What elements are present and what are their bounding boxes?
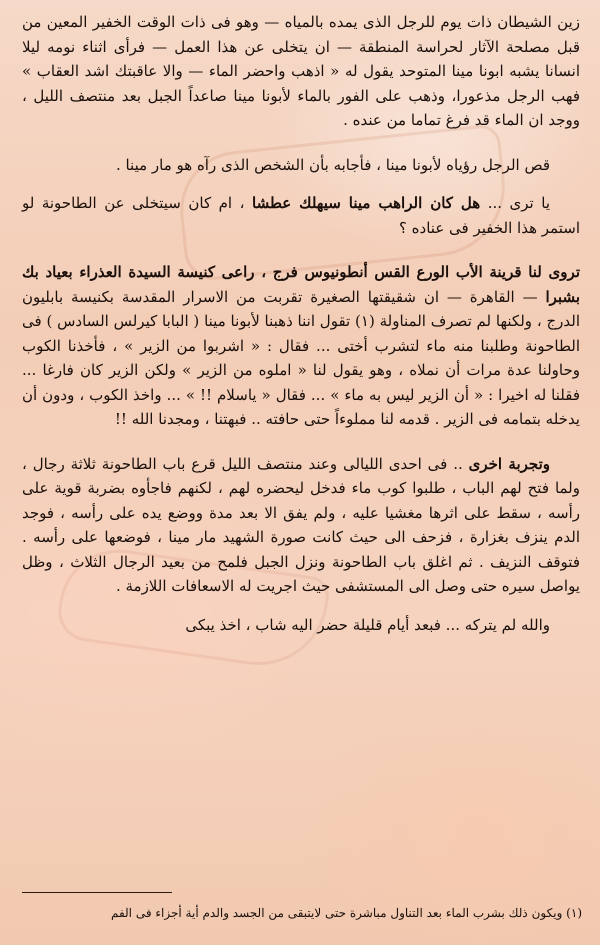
paragraph-question (22, 191, 580, 240)
paragraph-water-jar-miracle (22, 260, 580, 432)
miracle-bold-intro: تروى لنا قرينة الأب الورع القس أنطونيوس فرج ، راعى كنيسة السيدة العذراء بعياد بك بشبرا (22, 263, 580, 306)
question-tail-text: ، ام كان سيتخلى عن الطاحونة لو استمر هذا الخفير فى عناده ؟ (22, 194, 580, 237)
question-lead-text: يا ترى ... (480, 194, 550, 212)
miracle-body-text: — القاهرة — ان شقيقتها الصغيرة تقربت من الاسرار المقدسة بكنيسة بابليون الدرج ، ولكنها لم تصرف المناولة (١) تقول اننا ذهبنا لأبونا مينا ( البابا كيرلس السادس ) فى الطاحونة وطلبنا منه ماء لتشرب أختى ... فقال : « اشربوا من الزير » ، فأخذنا الكوب وحاولنا عدة مرات أن نملاه ، وهو يقول لنا « املوه من الزير » ولكن الزير كان فارغا ... فقلنا له اخيرا : « أن الزير ليس به ماء » ... فقال « ياسلام !! » ... واخذ الكوب ، ودون أن يدخله بتمامه فى الزير . قدمه لنا مملوءاً حتى حافته .. فبهتنا ، ومجدنا الله !! (22, 287, 580, 428)
experience-body-text: .. فى احدى الليالى وعند منتصف الليل قرع باب الطاحونة ثلاثة رجال ، ولما فتح لهم الباب ، طلبوا كوب ماء فدخل ليحضره لهم ، لكنهم فاجأوه بضربة قوية على رأسه ، سقط على اثرها مغشيا عليه ، ولم يفق الا بعد مدة ووضع يده على رأسه ، فوجد الدم ينزف بغزارة ، فزحف الى حيث كانت صورة الشهيد مار مينا ، فوضعها على رأسه . فتوقف النزيف . ثم اغلق باب الطاحونة ونزل الجبل فلمح من بعيد الرجال الثلاث ، وظل يواصل سيره حتى وصل الى المستشفى حيث اجريت له الاسعافات اللازمة . (22, 454, 580, 595)
question-bold-text: هل كان الراهب مينا سيهلك عطشا (252, 194, 481, 212)
paragraph-another-experience (22, 452, 580, 599)
footnote-text: (١) ويكون ذلك بشرب الماء بعد التناول مباشرة حتى لايتبقى من الجسد والدم أية أجزاء فى الفم (110, 906, 582, 920)
paragraph-closing-line: والله لم يتركه ... فبعد أيام قليلة حضر اليه شاب ، اخذ يبكى (185, 615, 550, 634)
footnote-divider (22, 892, 172, 893)
paragraph-dream-told: قص الرجل رؤياه لأبونا مينا ، فأجابه بأن الشخص الذى رآه هو مار مينا . (115, 155, 550, 174)
paragraph-shaytan-water: زين الشيطان ذات يوم للرجل الذى يمده بالمياه — وهو فى ذات الوقت الخفير المعين من قبل مصلحة الآثار لحراسة المنطقة — ان يتخلى عن هذا العمل — فرأى اثناء نومه ليلا انسانا يشبه ابونا مينا المتوحد يقول له « اذهب واحضر الماء — والا عاقبتك اشد العقاب » فهب الرجل مذعورا، وذهب على الفور بالماء لأبونا مينا صاعداً الجبل بعد منتصف الليل ، ووجد ان الماء قد فرغ تماما من عنده . (22, 13, 580, 129)
experience-bold-intro: وتجربة اخرى (468, 454, 550, 473)
